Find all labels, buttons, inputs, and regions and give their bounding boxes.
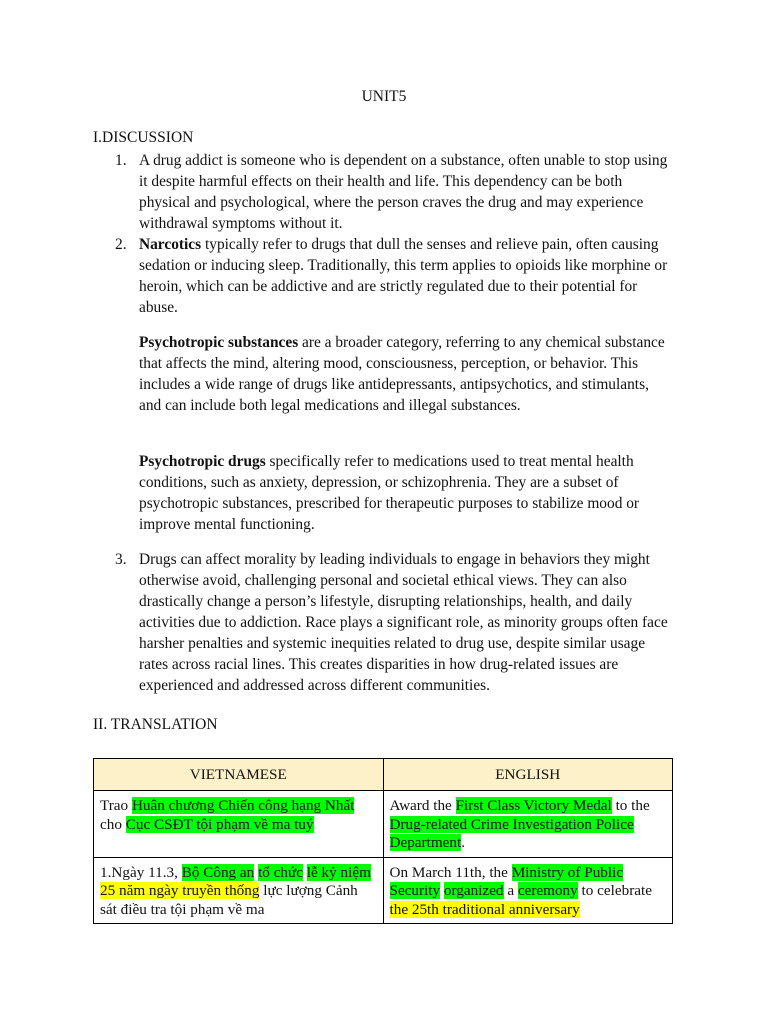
item-number: 3.	[115, 551, 127, 568]
table-row	[94, 857, 673, 924]
discussion-heading: I.DISCUSSION	[93, 129, 194, 146]
table-row	[94, 791, 673, 858]
item-text: A drug addict is someone who is dependent on a substance, often unable to stop using it despite harmful effects on their health and life. This dependency can be both physical and psychological, where the person craves the drug and may experience withdrawal symptoms without it.	[139, 152, 668, 232]
discussion-item-3	[93, 549, 673, 696]
psychotropic-substances-paragraph: Psychotropic substances are a broader category, referring to any chemical substance that affects the mind, altering mood, consciousness, perception, or behavior. This includes a wide range of drugs like antidepressants, antipsychotics, and stimulants, and can include both legal medications and illegal substances.	[139, 334, 665, 414]
item-number: 2.	[115, 236, 127, 253]
english-cell: Award the First Class Victory Medal to the Drug-related Crime Investigation Police Department.	[383, 791, 673, 858]
discussion-item-1	[93, 150, 673, 234]
column-header-english: ENGLISH	[383, 759, 673, 791]
translation-table	[93, 758, 673, 924]
column-header-vietnamese: VIETNAMESE	[94, 759, 384, 791]
item-number: 1.	[115, 152, 127, 169]
vietnamese-cell: Trao Huân chương Chiến công hạng Nhất cho Cục CSĐT tội phạm về ma tuý	[94, 791, 384, 858]
term-narcotics: Narcotics	[139, 236, 202, 253]
translation-heading: II. TRANSLATION	[93, 716, 218, 733]
term-psychotropic-substances: Psychotropic substances	[139, 334, 299, 351]
table-header-row	[94, 759, 673, 791]
english-cell: On March 11th, the Ministry of Public Security organized a ceremony to celebrate the 25th traditional anniversary	[383, 857, 673, 924]
term-psychotropic-drugs: Psychotropic drugs	[139, 453, 266, 470]
item-text: Drugs can affect morality by leading individuals to engage in behaviors they might otherwise avoid, challenging personal and societal ethical views. They can also drastically change a person’s lifestyle, disrupting relationships, health, and daily activities due to addiction. Race plays a significant role, as minority groups often face harsher penalties and systemic inequities related to drug use, despite similar usage rates across racial lines. This creates disparities in how drug-related issues are experienced and addressed across different communities.	[139, 551, 668, 694]
vietnamese-cell: 1.Ngày 11.3, Bộ Công an tổ chức lễ kỷ niệm 25 năm ngày truyền thống lực lượng Cảnh sát điều tra tội phạm về ma	[94, 857, 384, 924]
document-title: UNIT5	[361, 88, 407, 105]
psychotropic-drugs-paragraph: Psychotropic drugs specifically refer to medications used to treat mental health conditions, such as anxiety, depression, or schizophrenia. They are a subset of psychotropic substances, prescribed for therapeutic purposes to stabilize mood or improve mental functioning.	[139, 453, 640, 533]
item-text: Narcotics typically refer to drugs that dull the senses and relieve pain, often causing sedation or inducing sleep. Traditionally, this term applies to opioids like morphine or heroin, which can be addictive and are strictly regulated due to their potential for abuse.	[139, 236, 668, 316]
discussion-item-2	[93, 234, 673, 318]
